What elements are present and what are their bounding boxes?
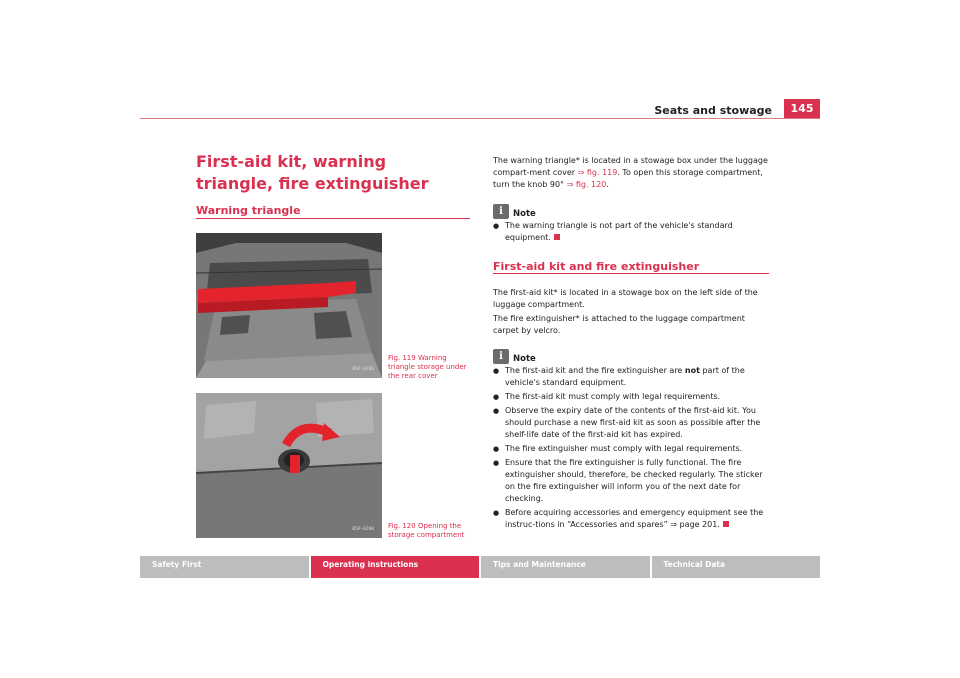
end-of-section-icon — [723, 521, 729, 527]
end-of-section-icon — [554, 234, 560, 240]
figure-120-storage-knob — [196, 393, 382, 538]
note-bullet: ● Ensure that the fire extinguisher is fully functional. The fire extinguisher should, therefore, be checked regularly. The sticker on the fire extinguisher will inform you of the next date for checking. — [493, 457, 769, 505]
fire-extinguisher-paragraph: The fire extinguisher* is attached to the luggage compartment carpet by velcro. — [493, 314, 745, 335]
first-aid-paragraph: The first-aid kit* is located in a stowage box on the left side of the luggage compartment. — [493, 288, 758, 309]
note-bullet: ● Observe the expiry date of the contents of the first-aid kit. You should purchase a new first-aid kit as soon as possible after the shelf-life date of the first-aid kit has expired. — [493, 405, 769, 441]
figure-119-luggage-compartment — [196, 233, 382, 378]
note-first-aid — [493, 349, 769, 533]
figure-120-caption: Fig. 120 Opening the storage compartment — [388, 522, 465, 539]
footer-tab-technical-data[interactable]: Technical Data — [650, 556, 821, 578]
note-label: Note — [513, 354, 536, 364]
text-run: The warning triangle* is located in a stowage box under the luggage compart-ment cover — [493, 156, 768, 177]
note-bullet — [493, 507, 769, 531]
text-run: . To open this storage compartment, turn the knob 90° — [493, 168, 763, 189]
footer-nav — [140, 556, 820, 578]
page-header-title: Seats and stowage — [654, 104, 772, 117]
text-run: The first-aid kit and the fire extinguisher are — [505, 366, 685, 375]
note-warning-triangle — [493, 204, 769, 244]
note-header — [493, 204, 769, 220]
footer-tab-safety-first[interactable]: Safety First — [140, 556, 309, 578]
text-run: Before acquiring accessories and emergency equipment see the instruc-tions in “Accessories and spares” ⇒ page 201. — [505, 508, 764, 529]
figure-119-caption: Fig. 119 Warning triangle storage under the rear cover — [388, 354, 467, 380]
text-run: part of the vehicle's standard equipment. — [505, 366, 745, 387]
note-header — [493, 349, 769, 365]
storage-knob-illustration — [196, 393, 382, 538]
subsection-title-first-aid: First-aid kit and fire extinguisher — [493, 260, 700, 273]
footer-tab-operating-instructions[interactable]: Operating instructions — [309, 556, 480, 578]
note-bullet — [493, 365, 769, 389]
text-run: The warning triangle is not part of the vehicle's standard equipment. — [505, 221, 733, 242]
note-bullet — [493, 220, 769, 244]
subsection-title-warning-triangle: Warning triangle — [196, 204, 301, 217]
figure-119-link[interactable]: ⇒ fig. 119 — [577, 168, 618, 177]
figure-120-link[interactable]: ⇒ fig. 120 — [566, 180, 607, 189]
text-run-bold: not — [684, 366, 700, 375]
note-icon: i — [493, 204, 509, 219]
note-label: Note — [513, 209, 536, 219]
luggage-compartment-illustration — [196, 233, 382, 378]
subsection-rule — [196, 218, 470, 219]
section-title: First-aid kit, warning triangle, fire extinguisher — [196, 152, 429, 193]
note-bullet: ● The first-aid kit must comply with legal requirements. — [493, 391, 769, 403]
note-bullet: ● The fire extinguisher must comply with legal requirements. — [493, 443, 769, 455]
figure-code: B5P-0206 — [352, 367, 374, 372]
header-rule — [140, 118, 820, 119]
warning-triangle-paragraph — [493, 155, 769, 191]
text-run: . — [606, 180, 609, 189]
subsection-rule — [493, 273, 769, 274]
note-icon: i — [493, 349, 509, 364]
figure-code: B5P-0200 — [352, 527, 374, 532]
footer-tab-tips-and-maintenance[interactable]: Tips and Maintenance — [479, 556, 650, 578]
page-number: 145 — [784, 99, 820, 119]
